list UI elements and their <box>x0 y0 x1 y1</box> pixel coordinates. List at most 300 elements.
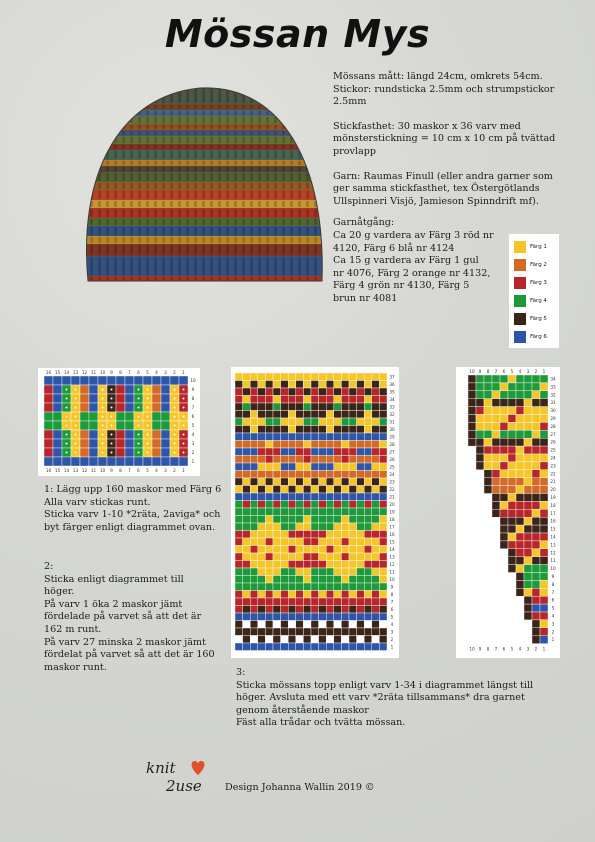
chart-cell <box>152 376 161 385</box>
chart-cell <box>532 509 540 517</box>
chart-cell <box>349 643 357 651</box>
chart-cell <box>326 538 334 546</box>
chart-cell <box>296 576 304 584</box>
chart-cell <box>341 501 349 509</box>
chart-cell <box>532 573 540 581</box>
chart-cell <box>273 561 281 569</box>
chart-cell <box>357 396 365 404</box>
chart-cell <box>319 493 327 501</box>
chart-cell <box>349 501 357 509</box>
chart-cell <box>243 531 251 539</box>
chart-cell <box>89 439 98 448</box>
hat-stitch-texture <box>130 105 133 109</box>
chart-cell <box>500 430 508 438</box>
chart-cell <box>265 396 273 404</box>
chart-cell <box>326 396 334 404</box>
hat-stitch-texture <box>314 161 317 165</box>
chart-cell <box>341 606 349 614</box>
chart-cell <box>334 448 342 456</box>
hat-stitch-texture <box>106 111 109 115</box>
chart-cell <box>364 478 372 486</box>
chart-cell <box>524 509 532 517</box>
chart-cell <box>341 628 349 636</box>
row-label: 32 <box>389 412 395 417</box>
chart-cell <box>508 501 516 509</box>
chart-cell <box>334 441 342 449</box>
hat-stitch-texture <box>98 151 101 159</box>
chart-cell <box>303 501 311 509</box>
chart-cell <box>319 636 327 644</box>
chart-cell <box>311 403 319 411</box>
chart-cell <box>326 388 334 396</box>
chart-cell <box>540 391 548 399</box>
chart-cell <box>524 501 532 509</box>
chart-cell <box>532 383 540 391</box>
chart-cell <box>319 411 327 419</box>
chart-cell <box>258 486 266 494</box>
chart-cell <box>357 538 365 546</box>
purl-stitch-dot <box>147 452 149 454</box>
chart-cell <box>476 375 484 383</box>
hat-stitch-texture <box>314 167 317 171</box>
chart-cell <box>319 568 327 576</box>
chart-cell <box>296 426 304 434</box>
chart-cell <box>319 508 327 516</box>
chart-cell <box>303 561 311 569</box>
chart-cell <box>540 541 548 549</box>
chart-cell <box>532 557 540 565</box>
chart-cell <box>372 433 380 441</box>
chart-cell <box>326 471 334 479</box>
chart-cell <box>311 426 319 434</box>
chart-cell <box>357 448 365 456</box>
chart-cell <box>296 613 304 621</box>
chart-cell <box>532 446 540 454</box>
chart-cell <box>281 426 289 434</box>
chart-cell <box>296 433 304 441</box>
chart-cell <box>258 568 266 576</box>
chart-cell <box>273 516 281 524</box>
chart-cell <box>341 516 349 524</box>
step3-text: 3: Sticka mössans topp enligt varv 1-34 i diagrammet längst till höger. Avsluta med ett varv *2räta tillsammans* dra garnet genom återstående maskor Fäst alla trådar och tvätta mössan. <box>236 667 534 729</box>
chart-cell <box>258 636 266 644</box>
chart-cell <box>326 478 334 486</box>
chart-cell <box>500 494 508 502</box>
chart-cell <box>265 501 273 509</box>
chart-cell <box>357 531 365 539</box>
chart-cell <box>349 621 357 629</box>
chart-cell <box>349 396 357 404</box>
chart-cell <box>265 613 273 621</box>
chart-cell <box>357 546 365 554</box>
chart-cell <box>311 553 319 561</box>
chart-cell <box>311 621 319 629</box>
chart-cell <box>161 385 170 394</box>
hat-stitch-texture <box>282 85 285 103</box>
purl-stitch-dot <box>174 434 176 436</box>
chart-cell <box>516 573 524 581</box>
chart-cell <box>273 456 281 464</box>
chart-cell <box>250 583 258 591</box>
chart-cell <box>44 394 53 403</box>
col-label: 16 <box>45 370 52 375</box>
chart-cell <box>273 396 281 404</box>
row-label: 19 <box>550 495 556 500</box>
purl-stitch-dot <box>75 452 77 454</box>
hat-stitch-texture <box>98 111 101 115</box>
chart-cell <box>235 441 243 449</box>
chart-cell <box>468 430 476 438</box>
chart-cell <box>500 407 508 415</box>
chart-cell <box>516 509 524 517</box>
chart-cell <box>303 583 311 591</box>
row-label: 21 <box>550 479 556 485</box>
chart-cell <box>540 470 548 478</box>
chart-cell <box>364 501 372 509</box>
legend-item: Färg 1 <box>509 238 559 256</box>
chart-cell <box>243 568 251 576</box>
row-label: 18 <box>550 502 556 508</box>
hat-stitch-texture <box>90 161 93 165</box>
chart-cell <box>341 613 349 621</box>
chart-cell <box>235 433 243 441</box>
chart-cell <box>357 381 365 389</box>
chart-cell <box>492 501 500 509</box>
chart-cell <box>281 538 289 546</box>
chart-cell <box>265 508 273 516</box>
chart-cell <box>152 457 161 466</box>
chart-cell <box>303 568 311 576</box>
chart-cell <box>303 471 311 479</box>
hat-stitch-texture <box>130 111 133 115</box>
row-label: 15 <box>389 539 395 545</box>
chart-cell <box>341 441 349 449</box>
purl-stitch-dot <box>183 452 185 454</box>
chart-cell <box>303 523 311 531</box>
chart-cell <box>524 557 532 565</box>
chart-cell <box>250 463 258 471</box>
chart-cell <box>243 448 251 456</box>
chart-cell <box>273 636 281 644</box>
chart-cell <box>484 430 492 438</box>
chart-cell <box>281 448 289 456</box>
row-label: 15 <box>550 526 556 532</box>
chart-cell <box>273 381 281 389</box>
chart-cell <box>273 411 281 419</box>
chart-cell <box>326 448 334 456</box>
chart-cell <box>524 462 532 470</box>
legend-item: Färg 3 <box>509 274 559 292</box>
chart-cell <box>492 407 500 415</box>
chart-cell <box>364 471 372 479</box>
row-label: 27 <box>550 431 556 437</box>
hat-stitch-texture <box>298 289 301 307</box>
chart-cell <box>326 523 334 531</box>
chart-cell <box>516 486 524 494</box>
chart-cell <box>349 568 357 576</box>
chart-cell <box>341 643 349 651</box>
chart-cell <box>379 403 387 411</box>
hat-stitch-texture <box>90 117 93 123</box>
chart-cell <box>265 433 273 441</box>
chart-cell <box>235 576 243 584</box>
chart-cell <box>372 493 380 501</box>
chart-cell <box>516 446 524 454</box>
chart-cell <box>281 591 289 599</box>
hat-stitch-texture <box>82 173 85 181</box>
chart-cell <box>357 373 365 381</box>
chart-cell <box>273 553 281 561</box>
chart-cell <box>341 463 349 471</box>
chart-cell <box>250 636 258 644</box>
chart-cell <box>273 546 281 554</box>
chart-cell <box>349 628 357 636</box>
chart-cell <box>281 516 289 524</box>
chart-cell <box>281 546 289 554</box>
chart-cell <box>508 375 516 383</box>
purl-stitch-dot <box>66 389 68 391</box>
chart-cell <box>326 381 334 389</box>
chart-cell <box>468 422 476 430</box>
hat-stitch-texture <box>130 289 133 307</box>
chart-cell <box>243 403 251 411</box>
purl-stitch-dot <box>147 398 149 400</box>
row-label: 16 <box>389 532 395 537</box>
chart-cell <box>273 531 281 539</box>
chart-cell <box>500 454 508 462</box>
chart-cell <box>357 403 365 411</box>
chart-cell <box>364 576 372 584</box>
chart-cell <box>516 415 524 423</box>
chart-cell <box>311 478 319 486</box>
col-label: 10 <box>99 468 106 473</box>
chart-cell <box>243 426 251 434</box>
chart-cell <box>288 538 296 546</box>
chart-cell <box>71 457 80 466</box>
purl-stitch-dot <box>75 443 77 445</box>
hat-stitch-texture <box>298 105 301 109</box>
hat-stitch-texture <box>258 85 261 103</box>
chart-cell <box>516 533 524 541</box>
chart-cell <box>524 549 532 557</box>
chart-cell <box>532 501 540 509</box>
chart-cell <box>334 403 342 411</box>
chart-cell <box>341 636 349 644</box>
purl-stitch-dot <box>138 434 140 436</box>
chart-cell <box>311 613 319 621</box>
chart-cell <box>334 523 342 531</box>
purl-stitch-dot <box>102 398 104 400</box>
chart-cell <box>235 538 243 546</box>
chart-cell <box>524 565 532 573</box>
row-label: 7 <box>390 599 394 605</box>
chart-cell <box>44 385 53 394</box>
chart-cell <box>125 448 134 457</box>
purl-stitch-dot <box>174 407 176 409</box>
chart-cell <box>296 606 304 614</box>
chart-cell <box>334 411 342 419</box>
chart-cell <box>152 448 161 457</box>
chart-cell <box>372 606 380 614</box>
chart-cell <box>508 509 516 517</box>
chart-cell <box>250 598 258 606</box>
chart-cell <box>288 606 296 614</box>
chart-cell <box>303 486 311 494</box>
row-label: 8 <box>390 592 394 597</box>
row-label: 8 <box>191 396 195 401</box>
chart-cell <box>273 478 281 486</box>
chart-cell <box>508 549 516 557</box>
chart-cell <box>273 613 281 621</box>
chart-cell <box>476 415 484 423</box>
chart-cell <box>319 583 327 591</box>
chart-cell <box>349 471 357 479</box>
chart-cell <box>170 457 179 466</box>
chart-cell <box>341 478 349 486</box>
row-label: 5 <box>551 605 555 611</box>
chart-cell <box>379 478 387 486</box>
chart-cell <box>532 430 540 438</box>
chart-cell <box>80 448 89 457</box>
chart-cell <box>250 501 258 509</box>
chart-cell <box>379 373 387 381</box>
chart-cell <box>161 439 170 448</box>
chart-cell <box>357 433 365 441</box>
chart-cell <box>364 583 372 591</box>
chart-cell <box>379 636 387 644</box>
row-label: 14 <box>389 547 395 552</box>
chart-cell <box>243 501 251 509</box>
chart-cell <box>500 422 508 430</box>
col-label: 2 <box>534 646 538 652</box>
hat-stitch-texture <box>306 131 309 135</box>
chart-cell <box>349 561 357 569</box>
chart-cell <box>341 561 349 569</box>
chart-cell <box>379 583 387 591</box>
chart-cell <box>303 508 311 516</box>
chart-cell <box>116 457 125 466</box>
swatch-color4 <box>514 295 526 307</box>
hat-stitch-texture <box>82 161 85 165</box>
chart-cell <box>334 636 342 644</box>
col-label: 4 <box>518 369 522 374</box>
chart-cell <box>273 471 281 479</box>
chart-cell <box>258 576 266 584</box>
chart-cell <box>258 583 266 591</box>
hat-stitch-texture <box>82 257 85 275</box>
chart-cell <box>243 486 251 494</box>
chart-cell <box>53 376 62 385</box>
chart-cell <box>349 486 357 494</box>
chart-cell <box>341 546 349 554</box>
chart-cell <box>524 438 532 446</box>
row-label: 2 <box>191 450 195 455</box>
chart-cell <box>540 422 548 430</box>
purl-stitch-dot <box>66 398 68 400</box>
chart-cell <box>540 533 548 541</box>
chart-cell <box>273 403 281 411</box>
chart-cell <box>334 456 342 464</box>
chart-cell <box>524 525 532 533</box>
hat-stitch-texture <box>90 111 93 115</box>
chart-cell <box>235 523 243 531</box>
chart-cell <box>532 478 540 486</box>
chart-cell <box>341 418 349 426</box>
chart-cell <box>311 531 319 539</box>
chart-cell <box>524 454 532 462</box>
chart-cell <box>319 553 327 561</box>
row-label: 4 <box>191 432 195 437</box>
hat-stitch-texture <box>90 145 93 149</box>
chart-cell <box>508 383 516 391</box>
chart-cell <box>265 456 273 464</box>
chart-cell <box>288 553 296 561</box>
purl-stitch-dot <box>111 389 113 391</box>
hat-stitch-texture <box>234 289 237 307</box>
hat-stitch-texture <box>322 173 325 181</box>
chart-cell <box>125 394 134 403</box>
hat-stitch-texture <box>114 131 117 135</box>
hat-stitch-texture <box>306 125 309 129</box>
chart-crown-grid <box>456 367 560 658</box>
chart-cell <box>540 501 548 509</box>
chart-cell <box>273 621 281 629</box>
chart-cell <box>334 598 342 606</box>
chart-cell <box>341 576 349 584</box>
chart-cell <box>235 381 243 389</box>
chart-cell <box>484 438 492 446</box>
chart-cell <box>364 403 372 411</box>
col-label: 11 <box>90 370 97 375</box>
chart-cell <box>281 643 289 651</box>
chart-cell <box>288 508 296 516</box>
chart-cell <box>319 621 327 629</box>
chart-cell <box>44 448 53 457</box>
chart-cell <box>243 613 251 621</box>
chart-cell <box>311 576 319 584</box>
chart-cell <box>281 433 289 441</box>
chart-cell <box>516 580 524 588</box>
col-label: 14 <box>63 370 70 375</box>
row-label: 31 <box>550 400 556 406</box>
chart-cell <box>44 421 53 430</box>
chart-cell <box>516 470 524 478</box>
chart-cell <box>379 426 387 434</box>
chart-cell <box>243 516 251 524</box>
chart-cell <box>288 531 296 539</box>
chart-cell <box>243 643 251 651</box>
chart-cell <box>303 591 311 599</box>
chart-cell <box>265 493 273 501</box>
chart-cell <box>524 486 532 494</box>
chart-cell <box>532 620 540 628</box>
chart-cell <box>250 493 258 501</box>
chart-cell <box>134 457 143 466</box>
chart-cell <box>258 538 266 546</box>
chart-cell <box>492 470 500 478</box>
chart-cell <box>152 439 161 448</box>
chart-cell <box>125 430 134 439</box>
row-label: 29 <box>550 416 556 421</box>
row-label: 11 <box>550 558 556 564</box>
chart-cell <box>341 396 349 404</box>
chart-cell <box>364 463 372 471</box>
chart-cell <box>341 493 349 501</box>
chart-crown <box>456 367 560 658</box>
row-label: 9 <box>390 584 394 590</box>
chart-cell <box>273 591 281 599</box>
chart-cell <box>125 403 134 412</box>
